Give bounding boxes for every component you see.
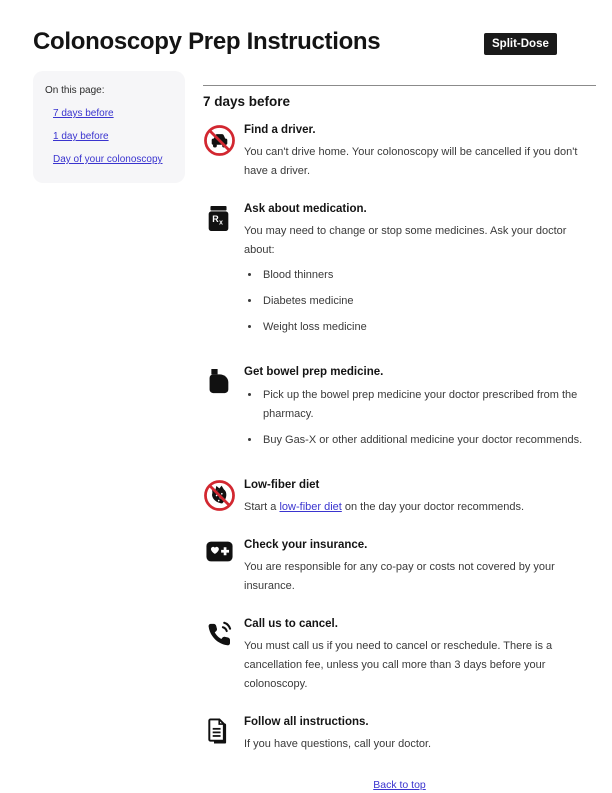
instruction-item — [203, 478, 596, 517]
instruction-item — [203, 123, 596, 181]
section-heading: 7 days before — [203, 94, 291, 109]
item-content — [244, 617, 596, 694]
instruction-item — [203, 538, 596, 596]
svg-text:x: x — [218, 218, 223, 227]
insurance-icon — [203, 538, 244, 596]
item-content — [244, 715, 596, 754]
bullet-item: • Pick up the bowel prep medicine your doctor prescribed from the pharmacy. — [261, 386, 596, 424]
item-title: Find a driver. — [244, 124, 316, 136]
back-to-top-link[interactable]: Back to top — [373, 779, 426, 791]
instruction-list — [203, 123, 596, 754]
svg-text:R: R — [212, 214, 219, 225]
sidebar-heading: On this page: — [45, 85, 105, 96]
instruction-item — [203, 202, 596, 344]
item-text: You are responsible for any co-pay or costs not covered by your insurance. — [244, 561, 555, 592]
bullet-item: • Blood thinners — [261, 266, 596, 285]
instruction-item — [203, 715, 596, 754]
item-title: Ask about medication. — [244, 203, 367, 215]
main-content — [203, 85, 596, 793]
bullet-item: • Weight loss medicine — [261, 318, 596, 337]
bullet-item: • Buy Gas-X or other additional medicine your doctor recommends. — [261, 431, 596, 450]
item-title: Call us to cancel. — [244, 618, 338, 630]
back-to-top-container — [203, 775, 596, 793]
item-content — [244, 123, 596, 181]
low-fiber-diet-link[interactable]: low-fiber diet — [279, 501, 342, 513]
no-fiber-icon — [203, 478, 244, 517]
instruction-item — [203, 617, 596, 694]
item-content — [244, 538, 596, 596]
no-driving-icon — [203, 123, 244, 181]
documents-icon — [203, 715, 244, 754]
page-title: Colonoscopy Prep Instructions — [33, 28, 381, 55]
item-title: Get bowel prep medicine. — [244, 366, 384, 378]
item-bullets — [244, 266, 596, 337]
instruction-item — [203, 365, 596, 457]
rx-bottle-icon — [203, 202, 244, 344]
item-title: Low-fiber diet — [244, 479, 320, 491]
section-divider — [203, 85, 596, 86]
item-content — [244, 365, 596, 457]
sidebar-link-7-days-before[interactable]: 7 days before — [53, 108, 114, 119]
bullet-item: • Diabetes medicine — [261, 292, 596, 311]
on-this-page-nav — [33, 71, 185, 183]
split-dose-badge: Split-Dose — [484, 33, 557, 55]
item-text: Start a low-fiber diet on the day your doctor recommends. — [244, 501, 525, 513]
sidebar-links — [45, 108, 173, 165]
item-content — [244, 478, 596, 517]
item-text: You must call us if you need to cancel or reschedule. There is a cancellation fee, unless you call more than 3 days before your colonoscopy. — [244, 640, 553, 690]
sidebar-link-1-day-before[interactable]: 1 day before — [53, 131, 109, 142]
item-text: You can't drive home. Your colonoscopy will be cancelled if you don't have a driver. — [244, 146, 578, 177]
item-content — [244, 202, 596, 344]
item-text: You may need to change or stop some medicines. Ask your doctor about: — [244, 225, 567, 256]
jug-icon — [203, 365, 244, 457]
item-text: If you have questions, call your doctor. — [244, 738, 432, 750]
item-title: Follow all instructions. — [244, 716, 369, 728]
item-bullets — [244, 386, 596, 450]
item-title: Check your insurance. — [244, 539, 368, 551]
phone-icon — [203, 617, 244, 694]
sidebar-link-day-of-your-colonoscopy[interactable]: Day of your colonoscopy — [53, 154, 163, 165]
